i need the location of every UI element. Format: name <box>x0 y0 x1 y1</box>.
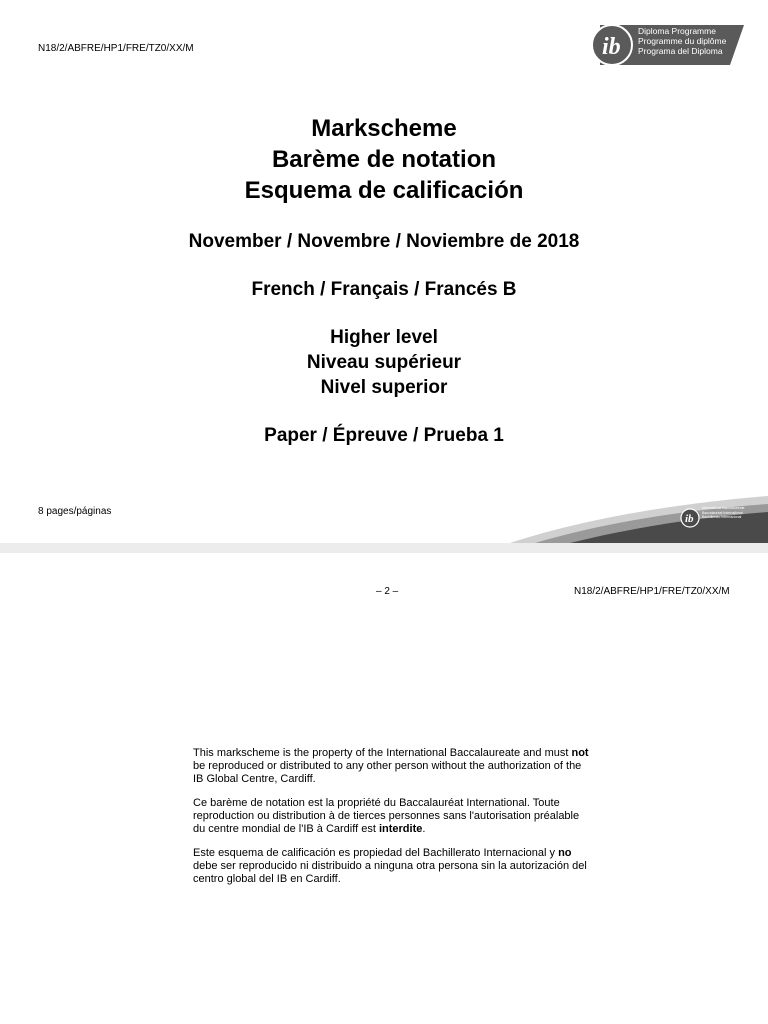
subject-title: French / Français / Francés B <box>251 279 517 300</box>
footer-logo-line: Bachillerato Internacional <box>702 515 742 519</box>
svg-text:ib: ib <box>602 34 621 60</box>
page-number: – 2 – <box>376 586 399 597</box>
logo-line: Programme du diplôme <box>638 36 727 46</box>
page-separator <box>0 543 768 553</box>
notice-es: Este esquema de calificación es propiedad del Bachillerato Internacional y no debe ser reproducido ni distribuido a ninguna otra persona sin la autorización del centro global del IB en Cardiff. <box>193 847 587 885</box>
title-fr: Barème de notation <box>271 146 497 173</box>
reference-code: N18/2/ABFRE/HP1/FRE/TZ0/XX/M <box>574 586 730 597</box>
svg-text:ib: ib <box>685 513 694 525</box>
level-titles <box>0 325 768 400</box>
notice-fr: Ce barème de notation est la propriété du Baccalauréat International. Toute reproduction ou distribution à de tierces personnes sans l'autorisation préalable du centre mondial de l'IB à Cardiff est interdite. <box>193 797 580 835</box>
logo-line: Programa del Diploma <box>638 46 723 56</box>
footer-logo-line: International Baccalaureate <box>702 506 745 510</box>
notice-en: This markscheme is the property of the International Baccalaureate and must not be reproduced or distributed to any other person without the authorization of the IB Global Centre, Cardiff. <box>193 747 589 785</box>
page-count: 8 pages/páginas <box>38 506 112 517</box>
logo-line: Diploma Programme <box>638 26 716 36</box>
emphasis: no <box>558 847 572 859</box>
ib-diploma-logo <box>590 23 748 67</box>
title-en: Markscheme <box>311 115 457 142</box>
footer-logo-line: Baccalauréat International <box>702 510 743 515</box>
reference-code: N18/2/ABFRE/HP1/FRE/TZ0/XX/M <box>38 43 194 54</box>
emphasis: interdite <box>378 823 423 835</box>
title-es: Esquema de calificación <box>244 177 524 204</box>
paper-title: Paper / Épreuve / Prueba 1 <box>264 425 504 446</box>
document-titles <box>0 113 768 206</box>
copyright-notices <box>193 747 593 897</box>
level-en: Higher level <box>330 327 438 348</box>
level-es: Nivel superior <box>320 377 448 398</box>
level-fr: Niveau supérieur <box>306 352 462 373</box>
emphasis: not <box>571 747 589 759</box>
exam-session: November / Novembre / Noviembre de 2018 <box>188 231 580 252</box>
footer-logo-text <box>702 506 745 520</box>
